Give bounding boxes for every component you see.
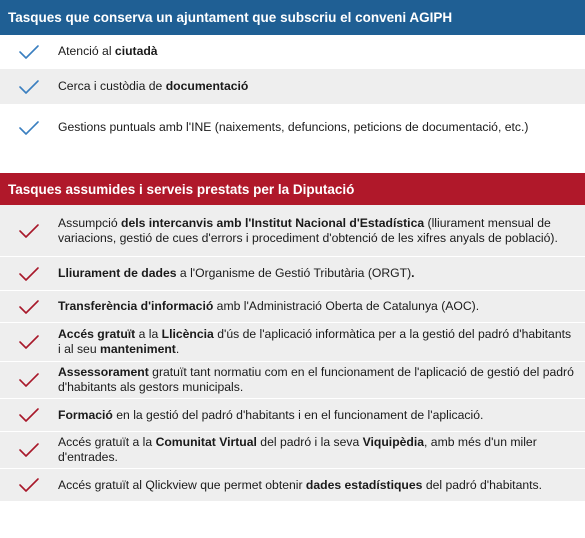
text-segment: Accés gratuït a la <box>58 435 156 449</box>
checkmark-icon <box>0 442 58 458</box>
checkmark-icon <box>0 79 58 95</box>
text-segment: Accés gratuït al Qlickview que permet obtenir <box>58 477 306 492</box>
list-item-text <box>58 327 585 357</box>
text-segment: del padró d'habitants. <box>422 477 542 492</box>
list-item-text <box>58 120 585 135</box>
list-item-text <box>58 408 585 423</box>
bold-text: Formació <box>58 407 113 422</box>
list-item <box>0 35 585 69</box>
bold-text: . <box>411 266 415 280</box>
section-red <box>0 173 585 502</box>
checkmark-icon <box>0 334 58 350</box>
bold-text: Assessorament <box>58 365 149 379</box>
section-blue <box>0 0 585 151</box>
list-municipal-tasks <box>0 35 585 151</box>
list-item <box>0 399 585 432</box>
list-item-text <box>58 478 585 493</box>
list-item <box>0 291 585 323</box>
section-title-municipal-tasks: Tasques que conserva un ajuntament que subscriu el conveni AGIPH <box>0 0 585 35</box>
bold-text: Comunitat Virtual <box>155 435 257 449</box>
text-segment: a l'Organisme de Gestió Tributària (ORGT) <box>176 266 412 280</box>
bold-text: Viquipèdia <box>362 435 425 449</box>
text-segment: Gestions puntuals amb l'INE (naixements, defuncions, peticions de documentació, etc.) <box>58 120 529 134</box>
list-item <box>0 323 585 362</box>
list-item-text <box>58 299 585 314</box>
list-item <box>0 105 585 151</box>
list-item-text <box>58 79 585 94</box>
list-item <box>0 257 585 291</box>
checkmark-icon <box>0 44 58 60</box>
list-item <box>0 362 585 399</box>
list-item <box>0 205 585 257</box>
list-item-text <box>58 216 585 246</box>
text-segment: Assumpció <box>58 215 121 230</box>
text-segment: , amb més d'un miler d'entrades. <box>58 435 537 464</box>
bold-text: dades estadístiques <box>305 477 423 492</box>
list-item <box>0 469 585 502</box>
text-segment: Atenció al <box>58 44 115 58</box>
list-item-text <box>58 435 585 465</box>
text-segment: gratuït tant normatiu com en el funcionament de l'aplicació de gestió del padró d'habitants als gestors municipals. <box>58 365 574 394</box>
text-segment: d'ús de l'aplicació informàtica per a la gestió del padró d'habitants i al seu <box>58 327 572 356</box>
checkmark-icon <box>0 223 58 239</box>
list-item <box>0 432 585 469</box>
bold-text: ciutadà <box>114 44 158 58</box>
text-segment: amb l'Administració Oberta de Catalunya (AOC). <box>213 299 480 313</box>
checkmark-icon <box>0 372 58 388</box>
list-item <box>0 69 585 105</box>
bold-text: dels intercanvis amb l'Institut Nacional d'Estadística <box>121 215 425 230</box>
text-segment: Cerca i custòdia de <box>58 79 166 93</box>
text-segment: (lliurament mensual de variacions, gestió de cues d'errors i procediment d'obtenció de les xifres anyals de població). <box>58 215 558 245</box>
section-title-diputacio-services: Tasques assumides i serveis prestats per la Diputació <box>0 173 585 205</box>
bold-text: Lliurament de dades <box>58 266 177 280</box>
list-item-text <box>58 365 585 395</box>
text-segment: . <box>175 342 180 356</box>
checkmark-icon <box>0 407 58 423</box>
checkmark-icon <box>0 266 58 282</box>
checkmark-icon <box>0 299 58 315</box>
bold-text: Accés gratuït <box>58 327 136 341</box>
checkmark-icon <box>0 120 58 136</box>
text-segment: a la <box>135 327 162 341</box>
list-diputacio-services <box>0 205 585 502</box>
text-segment: del padró i la seva <box>256 435 363 449</box>
bold-text: Llicència <box>161 327 214 341</box>
bold-text: manteniment <box>100 342 176 356</box>
bold-text: documentació <box>165 79 249 93</box>
list-item-text <box>58 44 585 59</box>
bold-text: Transferència d'informació <box>58 299 214 313</box>
checkmark-icon <box>0 477 58 493</box>
list-item-text <box>58 266 585 281</box>
text-segment: en la gestió del padró d'habitants i en el funcionament de l'aplicació. <box>112 407 484 422</box>
